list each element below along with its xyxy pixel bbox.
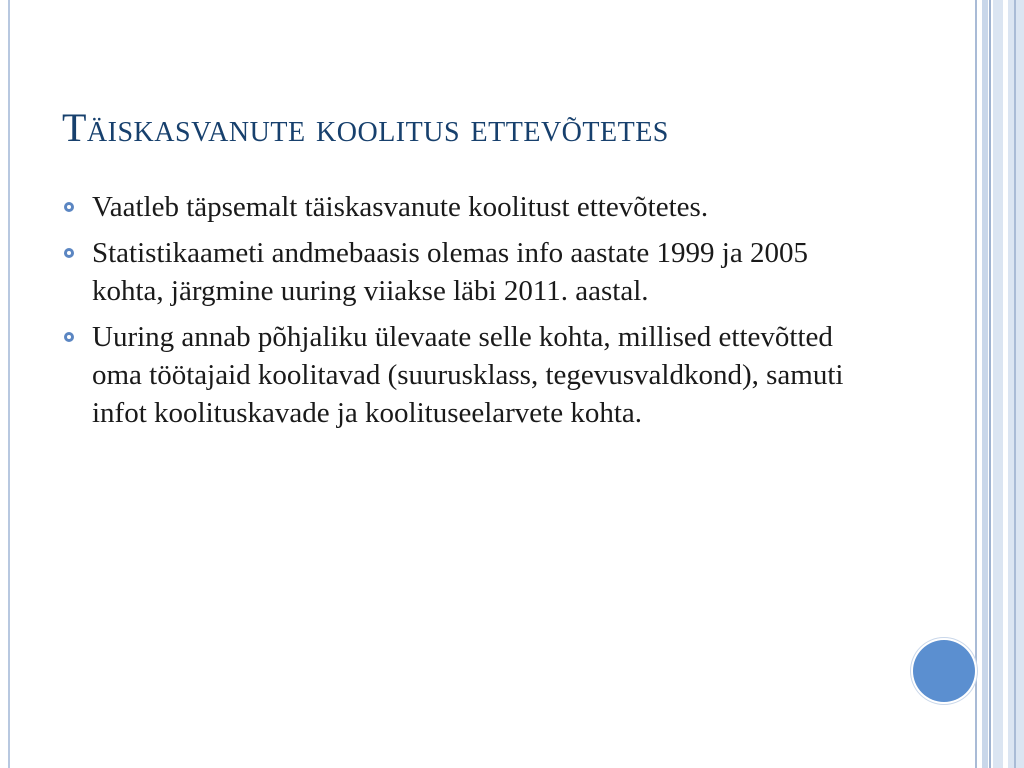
slide-title: Täiskasvanute koolitus ettevõtetes — [62, 105, 669, 150]
hollow-circle-icon — [64, 248, 74, 258]
right-decor-band — [1003, 0, 1008, 768]
right-decor-band — [975, 0, 977, 768]
right-decor-band — [989, 0, 991, 768]
bullet-item — [62, 188, 882, 226]
bullet-item — [62, 234, 882, 310]
left-border-line — [8, 0, 10, 768]
right-decor-band — [993, 0, 1024, 768]
right-decor-band — [1014, 0, 1016, 768]
bullet-list — [62, 188, 882, 440]
bullet-text: Vaatleb täpsemalt täiskasvanute koolitust ettevõtetes. — [92, 191, 709, 223]
decorative-circle — [913, 640, 975, 702]
hollow-circle-icon — [64, 332, 74, 342]
bullet-text: Uuring annab põhjaliku ülevaate selle kohta, millised ettevõtted oma töötajaid koolitavad (suurusklass, tegevusvaldkond), samuti infot koolituskavade ja koolituseelarvete kohta. — [92, 321, 844, 429]
bullet-item — [62, 318, 882, 432]
hollow-circle-icon — [64, 202, 74, 212]
right-decor-band — [982, 0, 988, 768]
bullet-text: Statistikaameti andmebaasis olemas info aastate 1999 ja 2005 kohta, järgmine uuring viiakse läbi 2011. aastal. — [92, 237, 808, 307]
